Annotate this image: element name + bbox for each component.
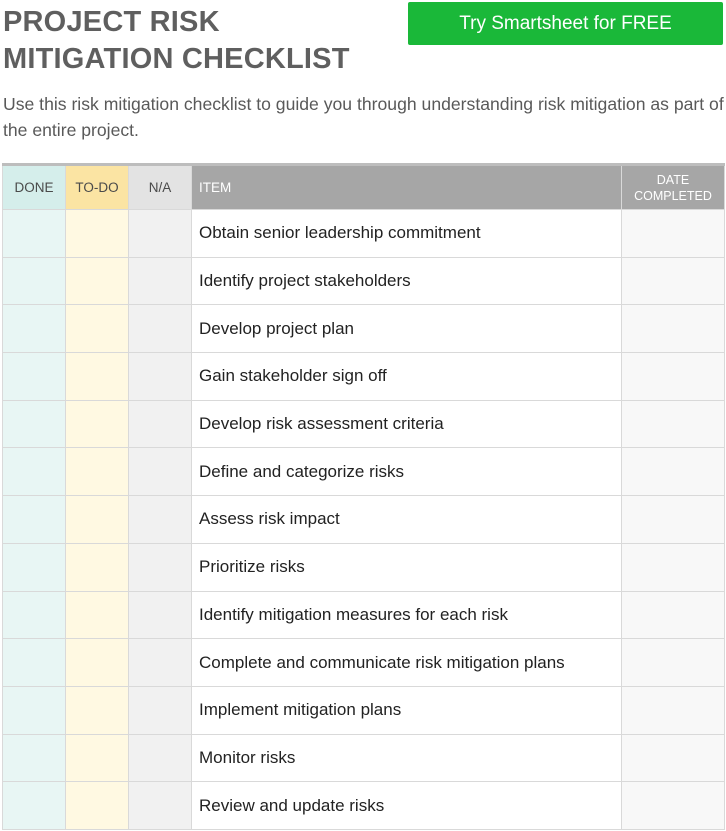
todo-cell[interactable] (66, 734, 129, 782)
done-cell[interactable] (3, 734, 66, 782)
column-header-done: DONE (3, 165, 66, 210)
na-cell[interactable] (129, 496, 192, 544)
table-row (3, 686, 725, 734)
done-cell[interactable] (3, 305, 66, 353)
date-completed-cell[interactable] (622, 353, 725, 401)
date-completed-cell[interactable] (622, 686, 725, 734)
todo-cell[interactable] (66, 210, 129, 258)
table-row (3, 257, 725, 305)
todo-cell[interactable] (66, 448, 129, 496)
na-cell[interactable] (129, 257, 192, 305)
todo-cell[interactable] (66, 305, 129, 353)
done-cell[interactable] (3, 496, 66, 544)
done-cell[interactable] (3, 543, 66, 591)
date-completed-cell[interactable] (622, 210, 725, 258)
table-row (3, 639, 725, 687)
table-row (3, 305, 725, 353)
todo-cell[interactable] (66, 353, 129, 401)
item-cell: Identify mitigation measures for each risk (192, 591, 622, 639)
item-cell: Prioritize risks (192, 543, 622, 591)
done-cell[interactable] (3, 257, 66, 305)
page-description: Use this risk mitigation checklist to guide you through understanding risk mitigation as part of the entire project. (3, 94, 724, 140)
date-completed-cell[interactable] (622, 734, 725, 782)
na-cell[interactable] (129, 543, 192, 591)
column-header-item: ITEM (192, 165, 622, 210)
item-cell: Assess risk impact (192, 496, 622, 544)
item-cell: Gain stakeholder sign off (192, 353, 622, 401)
item-cell: Identify project stakeholders (192, 257, 622, 305)
column-header-na: N/A (129, 165, 192, 210)
table-row (3, 782, 725, 830)
item-cell: Review and update risks (192, 782, 622, 830)
checklist-body (3, 210, 725, 830)
na-cell[interactable] (129, 639, 192, 687)
date-completed-cell[interactable] (622, 543, 725, 591)
item-cell: Define and categorize risks (192, 448, 622, 496)
date-completed-cell[interactable] (622, 257, 725, 305)
done-cell[interactable] (3, 400, 66, 448)
na-cell[interactable] (129, 782, 192, 830)
na-cell[interactable] (129, 686, 192, 734)
na-cell[interactable] (129, 353, 192, 401)
table-row (3, 400, 725, 448)
na-cell[interactable] (129, 591, 192, 639)
todo-cell[interactable] (66, 782, 129, 830)
item-cell: Complete and communicate risk mitigation plans (192, 639, 622, 687)
na-cell[interactable] (129, 210, 192, 258)
table-row (3, 210, 725, 258)
date-completed-cell[interactable] (622, 448, 725, 496)
na-cell[interactable] (129, 305, 192, 353)
date-completed-cell[interactable] (622, 305, 725, 353)
item-cell: Obtain senior leadership commitment (192, 210, 622, 258)
na-cell[interactable] (129, 400, 192, 448)
table-row (3, 591, 725, 639)
done-cell[interactable] (3, 448, 66, 496)
todo-cell[interactable] (66, 639, 129, 687)
date-completed-cell[interactable] (622, 782, 725, 830)
item-cell: Develop project plan (192, 305, 622, 353)
item-cell: Develop risk assessment criteria (192, 400, 622, 448)
na-cell[interactable] (129, 734, 192, 782)
na-cell[interactable] (129, 448, 192, 496)
todo-cell[interactable] (66, 496, 129, 544)
todo-cell[interactable] (66, 591, 129, 639)
table-row (3, 496, 725, 544)
done-cell[interactable] (3, 591, 66, 639)
todo-cell[interactable] (66, 543, 129, 591)
done-cell[interactable] (3, 782, 66, 830)
date-completed-cell[interactable] (622, 591, 725, 639)
column-header-date-completed: DATE COMPLETED (622, 165, 725, 210)
done-cell[interactable] (3, 353, 66, 401)
todo-cell[interactable] (66, 257, 129, 305)
table-row (3, 543, 725, 591)
done-cell[interactable] (3, 210, 66, 258)
table-row (3, 448, 725, 496)
date-completed-cell[interactable] (622, 496, 725, 544)
table-row (3, 353, 725, 401)
todo-cell[interactable] (66, 686, 129, 734)
item-cell: Monitor risks (192, 734, 622, 782)
column-header-todo: TO-DO (66, 165, 129, 210)
table-row (3, 734, 725, 782)
table-header-row (3, 165, 725, 210)
todo-cell[interactable] (66, 400, 129, 448)
date-completed-cell[interactable] (622, 400, 725, 448)
try-smartsheet-button[interactable]: Try Smartsheet for FREE (408, 2, 723, 45)
done-cell[interactable] (3, 686, 66, 734)
item-cell: Implement mitigation plans (192, 686, 622, 734)
risk-checklist-table (2, 163, 725, 830)
page-title: PROJECT RISK MITIGATION CHECKLIST (3, 6, 350, 75)
done-cell[interactable] (3, 639, 66, 687)
date-completed-cell[interactable] (622, 639, 725, 687)
